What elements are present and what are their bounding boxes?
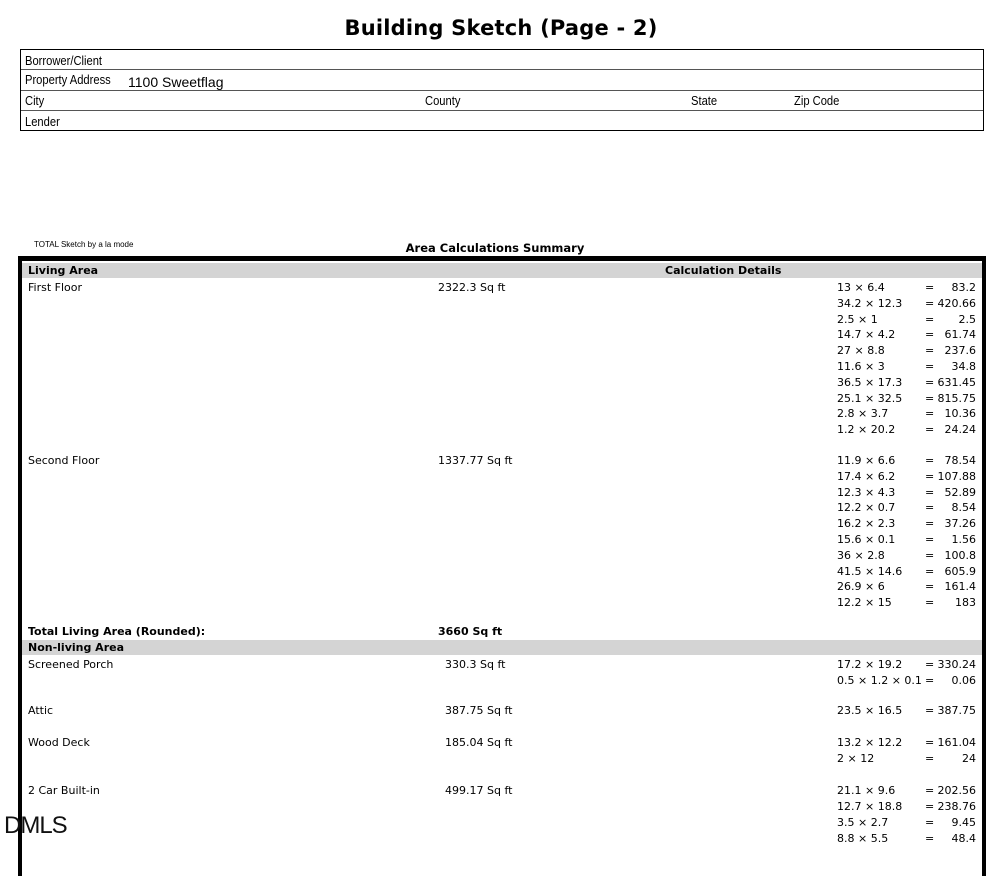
- calc-result: 61.74: [944, 328, 976, 342]
- calc-result: 631.45: [937, 375, 976, 389]
- calc-equals: =: [925, 548, 935, 562]
- address-label: Property Address: [25, 72, 111, 87]
- calc-dimensions: 2.5 × 1: [837, 312, 878, 326]
- calc-dimensions: 41.5 × 14.6: [837, 564, 903, 578]
- calc-dimensions: 0.5 × 1.2 × 0.1: [837, 674, 922, 687]
- calc-dimensions: 8.8 × 5.5: [837, 832, 889, 845]
- calc-dimensions: 1.2 × 20.2: [837, 423, 896, 437]
- calc-dimensions: 14.7 × 4.2: [837, 328, 896, 342]
- address-value: 1100 Sweetflag: [128, 74, 224, 90]
- calc-result: 9.45: [951, 816, 976, 829]
- total-living-label: Total Living Area (Rounded):: [28, 625, 206, 638]
- calc-dimensions: 23.5 × 16.5: [837, 704, 903, 717]
- calc-dimensions: 27 × 8.8: [837, 344, 885, 358]
- area-value: 330.3 Sq ft: [445, 658, 506, 671]
- calc-equals: =: [925, 296, 935, 310]
- calc-dimensions: 34.2 × 12.3: [837, 296, 903, 310]
- calc-equals: =: [925, 312, 935, 326]
- software-label: TOTAL Sketch by a la mode: [34, 240, 134, 249]
- non-living-area-header: Non-living Area: [28, 641, 124, 654]
- area-value: 387.75 Sq ft: [445, 704, 513, 717]
- area-value: 1337.77 Sq ft: [438, 454, 513, 467]
- calc-equals: =: [925, 736, 935, 749]
- calc-result: 10.36: [944, 407, 976, 421]
- calc-result: 161.04: [937, 736, 976, 749]
- calc-equals: =: [925, 407, 935, 421]
- non-living-area-band: [22, 640, 982, 655]
- calc-equals: =: [925, 800, 935, 813]
- calc-result: 24: [962, 752, 976, 765]
- calc-result: 37.26: [944, 517, 976, 531]
- calc-dimensions: 12.3 × 4.3: [837, 485, 896, 499]
- calc-dimensions: 11.6 × 3: [837, 360, 885, 373]
- calc-equals: =: [925, 832, 935, 845]
- calc-dimensions: 25.1 × 32.5: [837, 391, 903, 405]
- calc-equals: =: [925, 485, 935, 499]
- calc-equals: =: [925, 281, 935, 294]
- calc-result: 387.75: [937, 704, 976, 717]
- calc-result: 2.5: [958, 312, 976, 326]
- calc-dimensions: 17.2 × 19.2: [837, 658, 903, 671]
- calc-result: 107.88: [937, 469, 976, 483]
- calc-dimensions: 36 × 2.8: [837, 548, 885, 562]
- area-name: Attic: [28, 704, 54, 717]
- calculation-details-header: Calculation Details: [665, 264, 782, 277]
- calc-equals: =: [925, 784, 935, 797]
- calc-result: 78.54: [944, 454, 976, 467]
- calc-result: 1.56: [951, 533, 976, 546]
- area-name: Second Floor: [28, 454, 100, 467]
- area-name: Screened Porch: [28, 658, 114, 671]
- calc-result: 183: [955, 596, 976, 610]
- area-value: 185.04 Sq ft: [445, 736, 513, 749]
- property-header-box: [20, 49, 984, 131]
- calc-result: 34.8: [951, 360, 976, 373]
- city-row: [21, 91, 983, 111]
- calc-result: 0.06: [951, 674, 976, 687]
- dmls-watermark: DMLS: [4, 812, 67, 839]
- calc-dimensions: 12.2 × 0.7: [837, 501, 896, 515]
- calc-result: 238.76: [937, 800, 976, 813]
- calc-dimensions: 2 × 12: [837, 752, 875, 765]
- area-name: First Floor: [28, 281, 83, 294]
- calc-dimensions: 15.6 × 0.1: [837, 533, 896, 546]
- calc-result: 420.66: [937, 296, 976, 310]
- calc-result: 815.75: [937, 391, 976, 405]
- calc-dimensions: 3.5 × 2.7: [837, 816, 889, 829]
- calc-equals: =: [925, 658, 935, 671]
- calc-result: 605.9: [944, 564, 976, 578]
- living-area-header: Living Area: [28, 264, 99, 277]
- summary-title: [0, 241, 1002, 255]
- summary-title-text: Area Calculations Summary: [405, 241, 585, 255]
- state-label: State: [691, 93, 718, 108]
- calc-result: 330.24: [937, 658, 976, 671]
- calc-result: 100.8: [944, 548, 976, 562]
- page-title: Building Sketch (Page - 2): [344, 16, 658, 40]
- calc-result: 8.54: [951, 501, 976, 515]
- calc-equals: =: [925, 344, 935, 358]
- area-value: 499.17 Sq ft: [445, 784, 513, 797]
- calc-equals: =: [925, 423, 935, 437]
- calc-result: 83.2: [951, 281, 976, 294]
- area-value: 2322.3 Sq ft: [438, 281, 506, 294]
- calc-result: 52.89: [944, 485, 976, 499]
- living-area-band: [22, 263, 982, 278]
- calc-result: 237.6: [944, 344, 976, 358]
- calc-equals: =: [925, 391, 935, 405]
- calc-equals: =: [925, 580, 935, 594]
- calc-equals: =: [925, 375, 935, 389]
- calc-equals: =: [925, 816, 935, 829]
- calc-result: 161.4: [944, 580, 976, 594]
- calc-dimensions: 12.2 × 15: [837, 596, 892, 610]
- area-name: Wood Deck: [28, 736, 90, 749]
- calc-equals: =: [925, 360, 935, 373]
- lender-row: [21, 111, 983, 131]
- calc-dimensions: 11.9 × 6.6: [837, 454, 896, 467]
- borrower-label: Borrower/Client: [25, 53, 103, 68]
- calc-equals: =: [925, 533, 935, 546]
- county-label: County: [425, 93, 461, 108]
- total-living-value: 3660 Sq ft: [438, 625, 503, 638]
- calc-equals: =: [925, 517, 935, 531]
- calc-dimensions: 36.5 × 17.3: [837, 375, 903, 389]
- city-label: City: [25, 93, 45, 108]
- calc-result: 24.24: [944, 423, 976, 437]
- calc-dimensions: 2.8 × 3.7: [837, 407, 889, 421]
- address-row: [21, 70, 983, 91]
- calc-equals: =: [925, 328, 935, 342]
- calc-equals: =: [925, 674, 935, 687]
- calc-equals: =: [925, 469, 935, 483]
- calc-dimensions: 26.9 × 6: [837, 580, 885, 594]
- area-name: 2 Car Built-in: [28, 784, 100, 797]
- calc-equals: =: [925, 596, 935, 610]
- calc-result: 48.4: [951, 832, 976, 845]
- calc-equals: =: [925, 752, 935, 765]
- calc-result: 202.56: [937, 784, 976, 797]
- calc-dimensions: 21.1 × 9.6: [837, 784, 896, 797]
- calc-equals: =: [925, 454, 935, 467]
- calc-dimensions: 12.7 × 18.8: [837, 800, 903, 813]
- calc-equals: =: [925, 501, 935, 515]
- lender-label: Lender: [25, 114, 60, 129]
- borrower-row: [21, 50, 983, 70]
- calc-equals: =: [925, 704, 935, 717]
- calc-dimensions: 13 × 6.4: [837, 281, 885, 294]
- calc-dimensions: 13.2 × 12.2: [837, 736, 903, 749]
- calc-equals: =: [925, 564, 935, 578]
- calc-dimensions: 17.4 × 6.2: [837, 469, 896, 483]
- zip-code-label: Zip Code: [794, 93, 840, 108]
- calc-dimensions: 16.2 × 2.3: [837, 517, 896, 531]
